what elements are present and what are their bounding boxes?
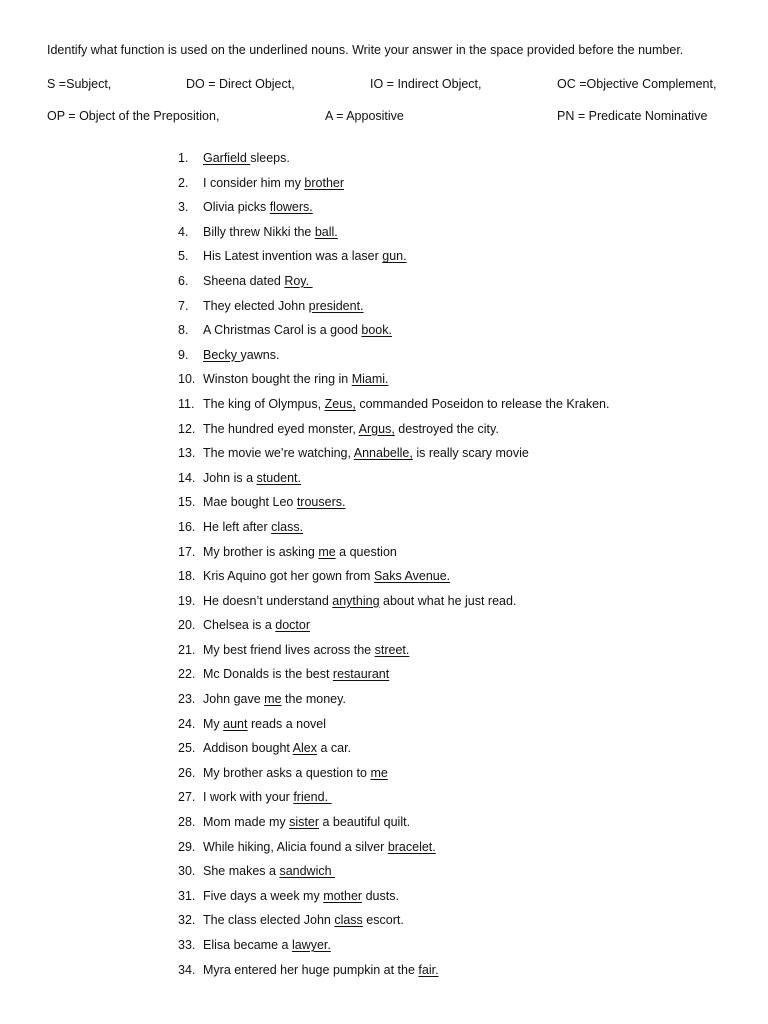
item-number: 12. xyxy=(178,421,196,436)
item-sentence xyxy=(203,273,313,289)
list-item xyxy=(178,716,738,741)
item-sentence xyxy=(203,962,439,978)
item-sentence xyxy=(203,371,389,387)
underlined-noun: class xyxy=(334,913,363,928)
sentence-before: They elected John xyxy=(203,298,309,313)
underlined-noun: brother xyxy=(304,175,345,190)
item-sentence xyxy=(203,691,346,707)
underlined-noun: street. xyxy=(374,642,410,657)
list-item xyxy=(178,765,738,790)
sentence-after: is really scary movie xyxy=(412,446,529,461)
item-number: 29. xyxy=(178,839,196,854)
item-sentence xyxy=(203,421,499,437)
item-sentence xyxy=(203,789,332,805)
sentence-before: My brother is asking xyxy=(203,544,319,559)
sentence-after: dusts. xyxy=(362,888,399,903)
underlined-noun: doctor xyxy=(275,618,311,633)
item-number: 2. xyxy=(178,175,189,190)
item-number: 21. xyxy=(178,642,196,657)
item-sentence xyxy=(203,470,301,486)
item-sentence xyxy=(203,347,279,363)
sentence-before: He left after xyxy=(203,519,272,534)
sentence-before: Winston bought the ring in xyxy=(203,372,352,387)
sentence-before: Mae bought Leo xyxy=(203,495,297,510)
list-item xyxy=(178,789,738,814)
legend-predicate-nominative: PN = Predicate Nominative xyxy=(557,109,708,123)
sentence-before: The hundred eyed monster, xyxy=(203,421,359,436)
sentence-before: Billy threw Nikki the xyxy=(203,224,315,239)
item-sentence xyxy=(203,322,392,338)
item-number: 4. xyxy=(178,224,189,239)
underlined-noun: class. xyxy=(271,519,304,534)
item-number: 20. xyxy=(178,618,196,633)
item-sentence xyxy=(203,716,326,732)
item-sentence xyxy=(203,544,397,560)
underlined-noun: me xyxy=(264,692,282,707)
item-number: 23. xyxy=(178,692,196,707)
item-number: 13. xyxy=(178,446,196,461)
sentence-before: Five days a week my xyxy=(203,888,324,903)
sentence-after: a car. xyxy=(317,741,352,756)
item-number: 7. xyxy=(178,298,189,313)
list-item xyxy=(178,445,738,470)
underlined-noun: aunt xyxy=(223,716,248,731)
underlined-noun: fair. xyxy=(418,962,439,977)
item-number: 3. xyxy=(178,200,189,215)
legend-row-2 xyxy=(0,109,768,127)
underlined-noun: ball. xyxy=(314,224,338,239)
sentence-after: a question xyxy=(335,544,397,559)
sentence-before: His Latest invention was a laser xyxy=(203,249,383,264)
list-item xyxy=(178,814,738,839)
item-sentence xyxy=(203,175,344,191)
list-item xyxy=(178,199,738,224)
list-item xyxy=(178,248,738,273)
item-number: 34. xyxy=(178,962,196,977)
item-number: 26. xyxy=(178,765,196,780)
sentence-before: Myra entered her huge pumpkin at the xyxy=(203,962,419,977)
underlined-noun: president. xyxy=(308,298,364,313)
item-sentence xyxy=(203,593,516,609)
list-item xyxy=(178,175,738,200)
underlined-noun: trousers. xyxy=(296,495,346,510)
item-sentence xyxy=(203,617,310,633)
list-item xyxy=(178,568,738,593)
legend-object-of-preposition: OP = Object of the Preposition, xyxy=(47,109,220,123)
sentence-before: The class elected John xyxy=(203,913,335,928)
underlined-noun: Alex xyxy=(292,741,317,756)
underlined-noun: gun. xyxy=(382,249,407,264)
underlined-noun: restaurant xyxy=(332,667,390,682)
sentence-after: a beautiful quilt. xyxy=(319,815,411,830)
sentence-before: The movie we’re watching, xyxy=(203,446,354,461)
item-sentence xyxy=(203,199,313,215)
list-item xyxy=(178,544,738,569)
item-number: 18. xyxy=(178,569,196,584)
item-sentence xyxy=(203,888,399,904)
list-item xyxy=(178,642,738,667)
item-number: 19. xyxy=(178,593,196,608)
legend-subject: S =Subject, xyxy=(47,77,112,91)
item-number: 30. xyxy=(178,864,196,879)
item-number: 10. xyxy=(178,372,196,387)
legend-objective-complement: OC =Objective Complement, xyxy=(557,77,717,91)
sentence-before: She makes a xyxy=(203,864,280,879)
item-sentence xyxy=(203,150,290,166)
list-item xyxy=(178,224,738,249)
item-number: 17. xyxy=(178,544,196,559)
list-item xyxy=(178,298,738,323)
sentence-after: about what he just read. xyxy=(379,593,517,608)
item-number: 24. xyxy=(178,716,196,731)
item-number: 32. xyxy=(178,913,196,928)
item-number: 33. xyxy=(178,938,196,952)
exercise-list xyxy=(178,150,738,986)
sentence-before: The king of Olympus, xyxy=(203,396,325,411)
underlined-noun: book. xyxy=(361,323,392,338)
sentence-before: Kris Aquino got her gown from xyxy=(203,569,374,584)
sentence-before: Mc Donalds is the best xyxy=(203,667,333,682)
list-item xyxy=(178,396,738,421)
sentence-after: yawns. xyxy=(240,347,280,362)
list-item xyxy=(178,519,738,544)
item-sentence xyxy=(203,937,331,953)
sentence-before: Elisa became a xyxy=(203,938,292,952)
sentence-after: sleeps. xyxy=(250,151,290,165)
list-item xyxy=(178,691,738,716)
underlined-noun: Zeus, xyxy=(324,396,356,411)
sentence-before: My best friend lives across the xyxy=(203,642,375,657)
item-number: 27. xyxy=(178,790,196,805)
item-number: 25. xyxy=(178,741,196,756)
underlined-noun: flowers. xyxy=(269,200,313,215)
sentence-before: I work with your xyxy=(203,790,294,805)
underlined-noun: Argus, xyxy=(358,421,395,436)
sentence-before: John is a xyxy=(203,470,257,485)
list-item xyxy=(178,740,738,765)
item-number: 31. xyxy=(178,888,196,903)
list-item xyxy=(178,371,738,396)
underlined-noun: Roy. xyxy=(284,273,313,288)
legend-direct-object: DO = Direct Object, xyxy=(186,77,295,91)
item-sentence xyxy=(203,445,529,461)
sentence-before: My brother asks a question to xyxy=(203,765,371,780)
list-item xyxy=(178,863,738,888)
underlined-noun: Saks Avenue. xyxy=(373,569,451,584)
item-number: 15. xyxy=(178,495,196,510)
item-sentence xyxy=(203,248,407,264)
item-number: 6. xyxy=(178,273,189,288)
list-item xyxy=(178,593,738,618)
list-item xyxy=(178,839,738,864)
underlined-noun: me xyxy=(318,544,336,559)
item-number: 22. xyxy=(178,667,196,682)
sentence-before: He doesn’t understand xyxy=(203,593,333,608)
item-number: 11. xyxy=(178,396,195,411)
underlined-noun: Annabelle, xyxy=(353,446,413,461)
underlined-noun: lawyer. xyxy=(291,938,331,952)
sentence-before: I consider him my xyxy=(203,175,305,190)
item-sentence xyxy=(203,519,303,535)
underlined-noun: anything xyxy=(332,593,380,608)
sentence-after: commanded Poseidon to release the Kraken. xyxy=(355,396,610,411)
list-item xyxy=(178,494,738,519)
underlined-noun: bracelet. xyxy=(387,839,436,854)
list-item xyxy=(178,617,738,642)
item-sentence xyxy=(203,863,335,879)
list-item xyxy=(178,470,738,495)
item-sentence xyxy=(203,666,389,682)
item-number: 14. xyxy=(178,470,196,485)
legend-indirect-object: IO = Indirect Object, xyxy=(370,77,482,91)
item-sentence xyxy=(203,224,338,240)
underlined-noun: friend. xyxy=(293,790,332,805)
list-item xyxy=(178,322,738,347)
item-sentence xyxy=(203,642,409,658)
item-number: 9. xyxy=(178,347,189,362)
underlined-noun: student. xyxy=(256,470,301,485)
underlined-noun: Miami. xyxy=(351,372,389,387)
sentence-before: Addison bought xyxy=(203,741,293,756)
sentence-before: Olivia picks xyxy=(203,200,270,215)
sentence-before: Mom made my xyxy=(203,815,290,830)
sentence-before: Sheena dated xyxy=(203,273,285,288)
item-sentence xyxy=(203,814,410,830)
underlined-noun: sister xyxy=(289,815,320,830)
underlined-noun: Garfield xyxy=(203,151,251,165)
sentence-before: Chelsea is a xyxy=(203,618,276,633)
underlined-noun: me xyxy=(370,765,388,780)
item-sentence xyxy=(203,298,364,314)
item-number: 1. xyxy=(178,151,189,165)
item-sentence xyxy=(203,912,404,928)
sentence-after: reads a novel xyxy=(247,716,327,731)
underlined-noun: sandwich xyxy=(279,864,336,879)
list-item xyxy=(178,347,738,372)
list-item xyxy=(178,962,738,987)
item-number: 28. xyxy=(178,815,196,830)
instructions: Identify what function is used on the underlined nouns. Write your answer in the space provided before the number. xyxy=(47,43,684,57)
sentence-after: escort. xyxy=(362,913,404,928)
legend-appositive: A = Appositive xyxy=(325,109,404,123)
item-sentence xyxy=(203,740,351,756)
sentence-before: My xyxy=(203,716,224,731)
item-number: 8. xyxy=(178,323,189,338)
item-sentence xyxy=(203,396,609,412)
sentence-before: John gave xyxy=(203,692,265,707)
list-item xyxy=(178,421,738,446)
item-sentence xyxy=(203,839,436,855)
list-item xyxy=(178,150,738,175)
underlined-noun: mother xyxy=(323,888,363,903)
legend-row-1 xyxy=(0,77,768,95)
underlined-noun: Becky xyxy=(203,347,241,362)
list-item xyxy=(178,273,738,298)
item-sentence xyxy=(203,568,450,584)
list-item xyxy=(178,666,738,691)
item-number: 5. xyxy=(178,249,189,264)
sentence-after: destroyed the city. xyxy=(394,421,499,436)
list-item xyxy=(178,937,738,962)
list-item xyxy=(178,888,738,913)
item-number: 16. xyxy=(178,519,196,534)
item-sentence xyxy=(203,494,345,510)
sentence-before: A Christmas Carol is a good xyxy=(203,323,362,338)
sentence-after: the money. xyxy=(281,692,346,707)
sentence-before: While hiking, Alicia found a silver xyxy=(203,839,388,854)
item-sentence xyxy=(203,765,388,781)
list-item xyxy=(178,912,738,937)
